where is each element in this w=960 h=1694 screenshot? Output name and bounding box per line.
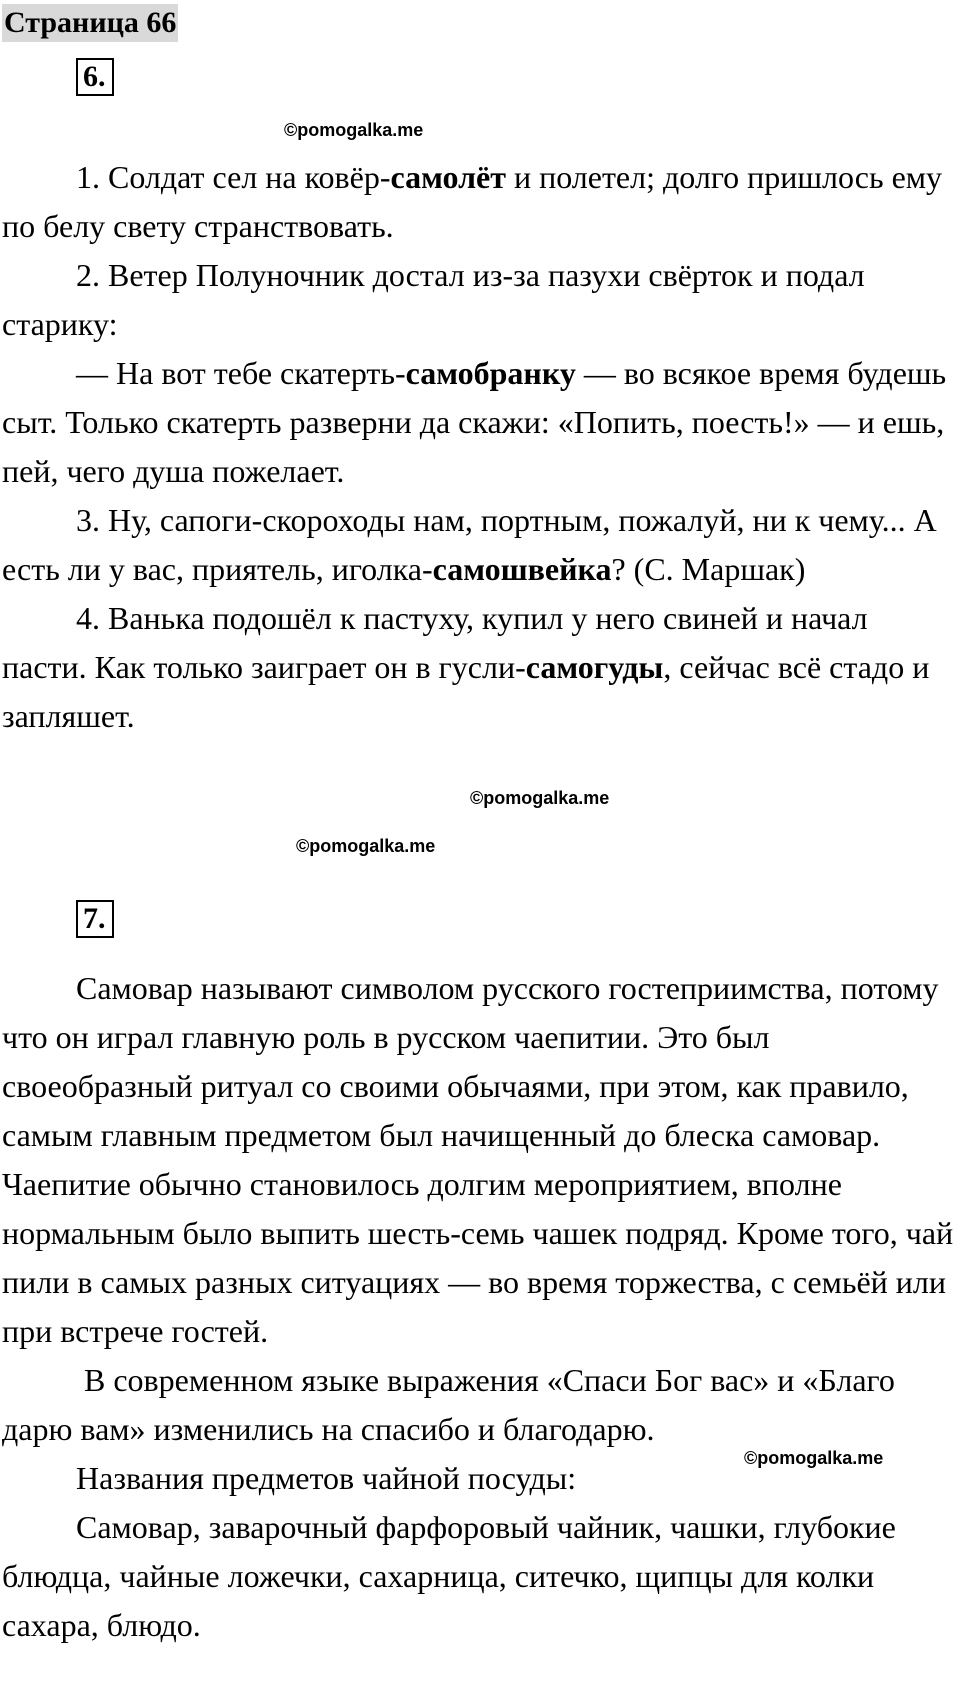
task-6-item-2: 2. Ветер Полуночник достал из-за пазухи свёрток и подал старику: — [2, 257, 865, 342]
task-number-6: 6. — [76, 58, 114, 96]
task-7-paragraph-2: В современном языке выражения «Спаси Бог вас» и «Благо дарю вам» изменились на спасибо и благодарю. — [2, 1362, 895, 1447]
task-6-item-4: 4. Ванька подошёл к пастуху, купил у него свиней и начал пасти. Как только заиграет он в гусли-самогуды, сейчас всё стадо и запляшет. — [2, 600, 930, 734]
task-6-text — [2, 153, 958, 741]
task-6-item-3: 3. Ну, сапоги-скороходы нам, портным, пожалуй, ни к чему... А есть ли у вас, приятель, иголка-самошвейка? (С. Маршак) — [2, 502, 937, 587]
task-number-7: 7. — [76, 900, 114, 938]
watermark: ©pomogalka.me — [296, 836, 436, 856]
task-6-item-2-dialogue: — На вот тебе скатерть-самобранку — во всякое время будешь сыт. Только скатерть разверни да скажи: «Попить, поесть!» — и ешь, пей, чего душа пожелает. — [2, 355, 947, 489]
task-7-paragraph-3: Названия предметов чайной посуды: — [76, 1460, 577, 1496]
page-title: Страница 66 — [2, 4, 178, 42]
task-7-paragraph-4: Самовар, заварочный фарфоровый чайник, чашки, глубокие блюдца, чайные ложечки, сахарница, ситечко, щипцы для колки сахара, блюдо. — [2, 1509, 896, 1643]
task-6-item-1: 1. Солдат сел на ковёр-самолёт и полетел; долго пришлось ему по белу свету странствовать. — [2, 159, 943, 244]
task-7-text — [2, 964, 958, 1650]
watermark: ©pomogalka.me — [284, 120, 424, 140]
task-7-paragraph-1: Самовар называют символом русского гостеприимства, потому что он играл главную роль в русском чаепитии. Это был своеобразный ритуал со своими обычаями, при этом, как правило, самым главным предметом был начищенный до блеска самовар. Чаепитие обычно становилось долгим мероприятием, вполне нормальным было выпить шесть-семь чашек подряд. Кроме того, чай пили в самых разных ситуациях — во время торжества, с семьёй или при встрече гостей. — [2, 970, 954, 1349]
watermark: ©pomogalka.me — [744, 1448, 884, 1468]
watermark: ©pomogalka.me — [470, 788, 610, 808]
